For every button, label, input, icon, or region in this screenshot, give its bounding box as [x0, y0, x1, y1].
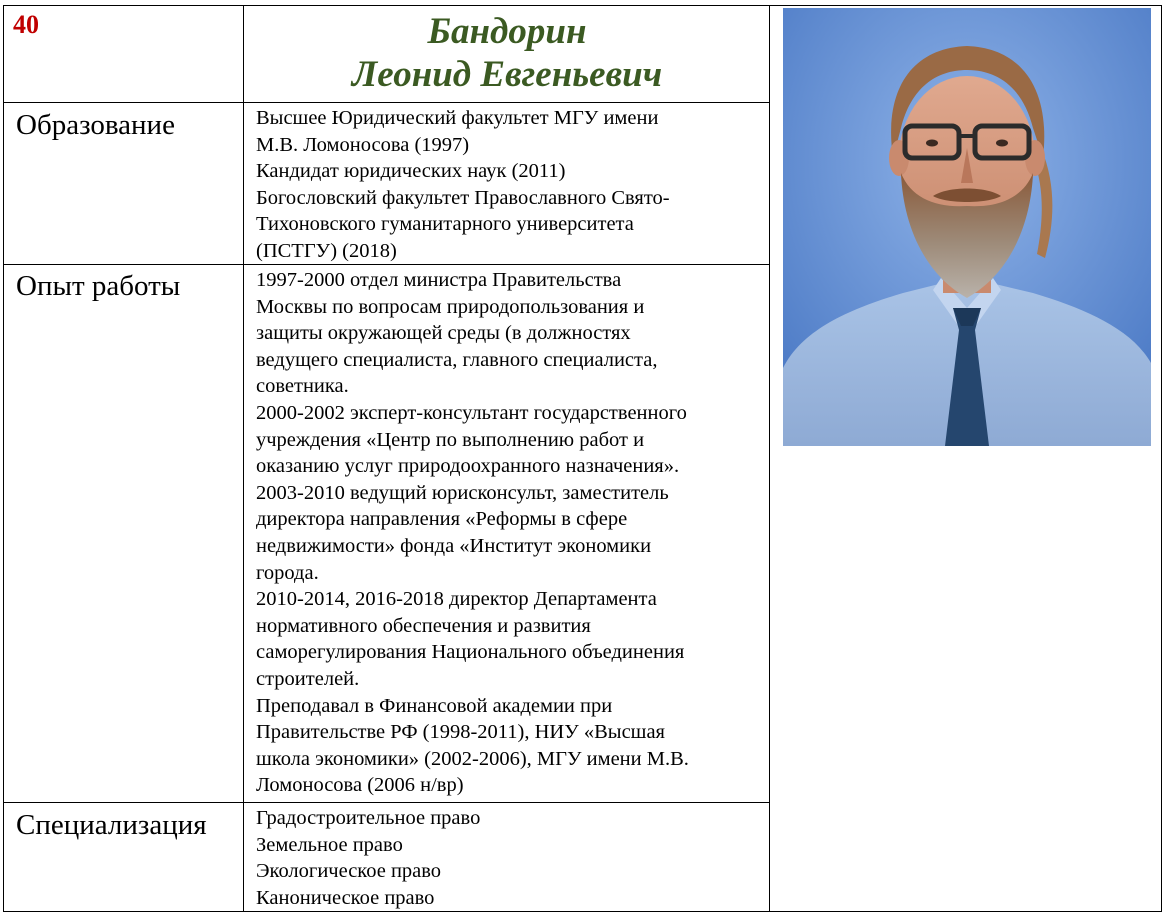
specialization-item: Градостроительное право	[256, 807, 481, 829]
experience-line: Ломоносова (2006 н/вр)	[256, 774, 464, 797]
experience-line: 2010-2014, 2016-2018 директор Департамента	[256, 588, 657, 611]
row-divider-experience	[3, 802, 770, 803]
experience-line: 2003-2010 ведущий юрисконсульт, заместитель	[256, 481, 669, 504]
education-label: Образование	[16, 109, 175, 141]
portrait-illustration	[783, 8, 1151, 446]
education-line: (ПСТГУ) (2018)	[256, 239, 397, 262]
experience-label: Опыт работы	[16, 270, 181, 302]
row-divider-header	[3, 102, 770, 103]
specialization-item: Каноническое право	[256, 886, 435, 909]
education-details	[256, 105, 756, 265]
experience-line: Москвы по вопросам природопользования и	[256, 295, 645, 318]
experience-line: строителей.	[256, 667, 360, 690]
experience-line: 2000-2002 эксперт-консультант государственного	[256, 401, 687, 424]
experience-line: недвижимости» фонда «Институт экономики	[256, 534, 652, 557]
column-divider-photo	[769, 5, 770, 912]
experience-line: ведущего специалиста, главного специалиста,	[256, 348, 658, 371]
experience-line: Преподавал в Финансовой академии при	[256, 694, 613, 717]
experience-line: нормативного обеспечения и развития	[256, 614, 591, 637]
experience-line: города.	[256, 561, 319, 584]
experience-line: советника.	[256, 375, 349, 398]
experience-line: саморегулирования Национального объединения	[256, 641, 685, 664]
education-line: Тихоновского гуманитарного университета	[256, 213, 634, 236]
experience-line: школа экономики» (2002-2006), МГУ имени М.В.	[256, 747, 689, 770]
experience-line: директора направления «Реформы в сфере	[256, 508, 628, 531]
experience-line: защиты окружающей среды (в должностях	[256, 322, 631, 345]
specialization-item: Экологическое право	[256, 860, 442, 883]
education-line: М.В. Ломоносова (1997)	[256, 133, 470, 156]
card-number: 40	[13, 10, 39, 39]
person-name	[244, 10, 770, 96]
education-line: Богословский факультет Православного Свято-	[256, 186, 670, 209]
portrait-photo	[783, 8, 1151, 446]
experience-line: 1997-2000 отдел министра Правительства	[256, 269, 622, 291]
person-given-names: Леонид Евгеньевич	[351, 54, 663, 95]
experience-line: оказанию услуг природоохранного назначения».	[256, 455, 680, 478]
experience-line: Правительстве РФ (1998-2011), НИУ «Высшая	[256, 721, 665, 744]
column-divider-label	[243, 5, 244, 912]
specialization-list	[256, 805, 756, 911]
experience-details	[256, 267, 756, 799]
experience-line: учреждения «Центр по выполнению работ и	[256, 428, 645, 451]
education-line: Кандидат юридических наук (2011)	[256, 160, 566, 183]
person-surname: Бандорин	[427, 11, 587, 52]
specialization-label: Специализация	[16, 809, 207, 841]
specialization-item: Земельное право	[256, 833, 403, 856]
education-line: Высшее Юридический факультет МГУ имени	[256, 107, 659, 129]
